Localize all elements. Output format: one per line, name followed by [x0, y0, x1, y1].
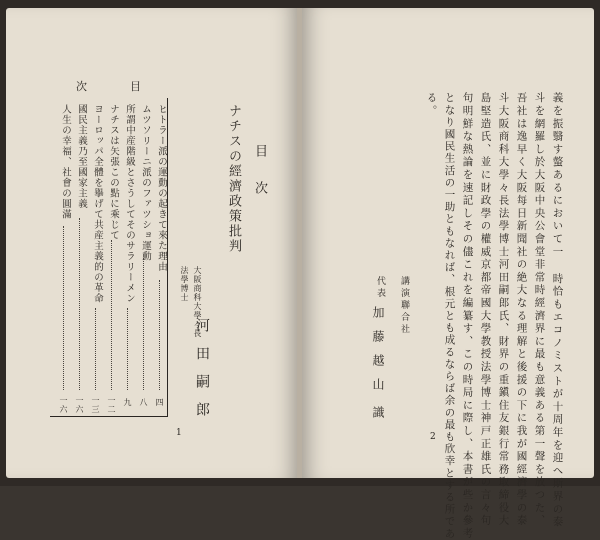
section-title: ナチスの經濟政策批判 — [226, 104, 241, 254]
author-name: 河田嗣郎 — [194, 318, 210, 430]
toc-leader — [95, 308, 96, 390]
toc-item-title: 所謂中産階級とさうしてそのサラリーメン — [124, 104, 135, 304]
page-number: 1 — [176, 428, 182, 438]
paragraph-line: 島堅造氏、並に財政學の權威京都帝國大學教授法學博士神戸正雄氏の言々句 — [479, 92, 492, 528]
right-page — [302, 8, 594, 540]
mokuji-heading: 目次 — [252, 144, 267, 218]
paragraph-line: 句明鮮な熱論を速記しその儘これを編纂す、この時局に際し、本書が些か參考 — [461, 92, 474, 540]
signature-name: 加藤越山 — [371, 306, 385, 402]
author-title: 法學博士 — [180, 266, 189, 302]
toc-item-page: 八 — [139, 398, 148, 407]
toc-leader — [79, 218, 80, 390]
toc-leader — [111, 240, 112, 390]
header-left: 次 — [76, 80, 87, 93]
toc-item-page: 一二 — [107, 396, 116, 414]
author-affiliation: 大阪商科大學々長 — [193, 266, 202, 338]
signature-suffix: 識 — [371, 406, 385, 430]
toc-item-title: ヒトラー派の運動の起きて來た理由 — [156, 104, 167, 272]
signature-org: 講演聯合社 — [399, 276, 409, 336]
toc-item-page: 一六 — [59, 396, 68, 414]
signature-role: 代表 — [375, 276, 385, 300]
toc-leader — [143, 258, 144, 390]
toc-item-title: ナチスは矢張この點に乘じて — [108, 104, 119, 241]
paragraph-line: となり國民生活の一助ともなれば、根元とも成るならば余の最も欣幸とする所であ — [443, 92, 456, 540]
paragraph-line: 義を振翳す螫あるにおいて一 時恰もエコノミストが十周年を迎へ斯界の泰 — [551, 92, 564, 529]
toc-item-page: 四 — [155, 398, 164, 407]
header-right: 目 — [130, 80, 141, 93]
toc-item-title: 國民主義乃至國家主義 — [76, 104, 87, 209]
toc-leader — [127, 308, 128, 390]
paragraph-line: 吾社は逸早く大阪每日新聞社の絶大なる理解と後援の下に我が國經濟學の泰 — [515, 92, 528, 528]
toc-leader — [159, 280, 160, 390]
paragraph-line: 斗大阪商科大學々長法學博士河田嗣郎氏、財界の重鎭住友銀行常務取締役大 — [497, 92, 510, 528]
toc-item-page: 九 — [123, 398, 132, 407]
paragraph-line: 斗を網羅し於大阪中央公會堂非常時經濟界に最も意義ある第一聲を放つた、 — [533, 92, 546, 528]
toc-leader — [63, 226, 64, 390]
toc-item-page: 一六 — [75, 396, 84, 414]
toc-item-page: 一三 — [91, 396, 100, 414]
toc-item-title: 人生の幸福、社會の圓滿 — [60, 104, 71, 220]
toc-item-title: ムツソリーニ派のファツショ運動 — [140, 104, 151, 262]
left-page — [6, 8, 298, 478]
page-number: 2 — [430, 432, 436, 442]
toc-bottom-rule — [50, 416, 168, 417]
toc-item-title: ヨーロッパ全體を擧げて共産主義的の革命 — [92, 104, 103, 304]
paragraph-line: る。 — [425, 92, 438, 118]
